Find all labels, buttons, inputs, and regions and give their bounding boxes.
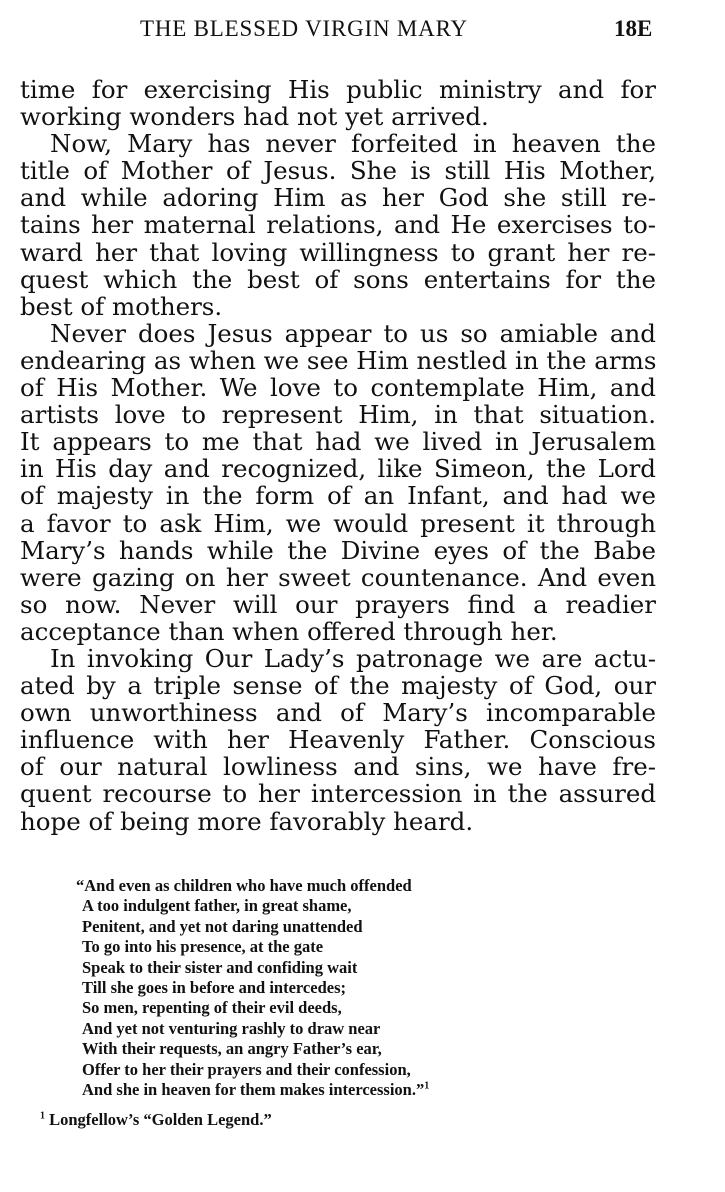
running-title: THE BLESSED VIRGIN MARY xyxy=(140,16,468,41)
text-line: quent recourse to her intercession in the assured xyxy=(20,779,656,809)
poem-line: Speak to their sister and confiding wait xyxy=(82,957,358,977)
poem-line: To go into his presence, at the gate xyxy=(82,937,324,957)
footnote-reference: 1 xyxy=(424,1080,430,1092)
poem-line: So men, repenting of their evil deeds, xyxy=(82,998,342,1018)
poem-line: “And even as children who have much offended xyxy=(76,876,412,895)
body-text xyxy=(20,76,656,835)
page-header xyxy=(0,16,725,46)
text-line: quest which the best of sons entertains for the xyxy=(20,264,656,294)
text-line: of our natural lowliness and sins, we have fre- xyxy=(20,752,656,782)
footnote-marker: 1 xyxy=(40,1110,45,1122)
text-line: working wonders had not yet arrived. xyxy=(20,102,489,132)
text-line: endearing as when we see Him nestled in the arms xyxy=(20,345,657,375)
paragraph-start-line: Now, Mary has never forfeited in heaven the xyxy=(50,129,656,159)
text-line: and while adoring Him as her God she still re- xyxy=(20,183,656,213)
poem-line-last xyxy=(76,1080,429,1100)
text-line: time for exercising His public ministry and for xyxy=(20,75,656,104)
text-line: artists love to represent Him, in that situation. xyxy=(20,400,656,430)
text-line: of His Mother. We love to contemplate Him, and xyxy=(20,373,656,403)
poem-line: Offer to her their prayers and their confession, xyxy=(82,1059,411,1079)
text-line: ated by a triple sense of the majesty of God, our xyxy=(20,671,656,701)
text-line: were gazing on her sweet countenance. And even xyxy=(20,562,656,592)
text-line: so now. Never will our prayers find a readier xyxy=(20,589,656,619)
footnote-text: Longfellow’s “Golden Legend.” xyxy=(49,1110,272,1129)
poem-line: A too indulgent father, in great shame, xyxy=(82,896,352,916)
text-line: acceptance than when offered through her. xyxy=(20,616,558,646)
text-line: own unworthiness and of Mary’s incomparable xyxy=(20,698,656,728)
text-line: ward her that loving willingness to grant her re- xyxy=(20,237,656,267)
text-line: tains her maternal relations, and He exercises to- xyxy=(20,210,656,240)
text-line: Mary’s hands while the Divine eyes of the Babe xyxy=(20,535,656,565)
text-line: best of mothers. xyxy=(20,291,223,321)
text-line: in His day and recognized, like Simeon, the Lord xyxy=(20,454,656,484)
poem-line: Till she goes in before and intercedes; xyxy=(82,978,346,998)
text-line: title of Mother of Jesus. She is still His Mother, xyxy=(20,156,656,186)
text-line: hope of being more favorably heard. xyxy=(20,806,474,836)
text-line: a favor to ask Him, we would present it through xyxy=(20,508,656,538)
poem-line-text: And she in heaven for them makes intercession.” xyxy=(82,1080,425,1100)
paragraph-start-line: In invoking Our Lady’s patronage we are actu- xyxy=(50,643,656,673)
text-line: influence with her Heavenly Father. Conscious xyxy=(20,725,656,755)
text-line: of majesty in the form of an Infant, and had we xyxy=(20,481,656,511)
poem-line: With their requests, an angry Father’s ear, xyxy=(82,1039,382,1059)
text-line: It appears to me that had we lived in Jerusalem xyxy=(20,427,656,457)
page-number: 18E xyxy=(614,16,653,41)
paragraph-start-line: Never does Jesus appear to us so amiable and xyxy=(50,318,656,348)
poem-quote xyxy=(76,876,429,1100)
poem-line: Penitent, and yet not daring unattended xyxy=(82,916,363,936)
poem-line: And yet not venturing rashly to draw near xyxy=(82,1018,381,1038)
footnote xyxy=(40,1110,272,1130)
